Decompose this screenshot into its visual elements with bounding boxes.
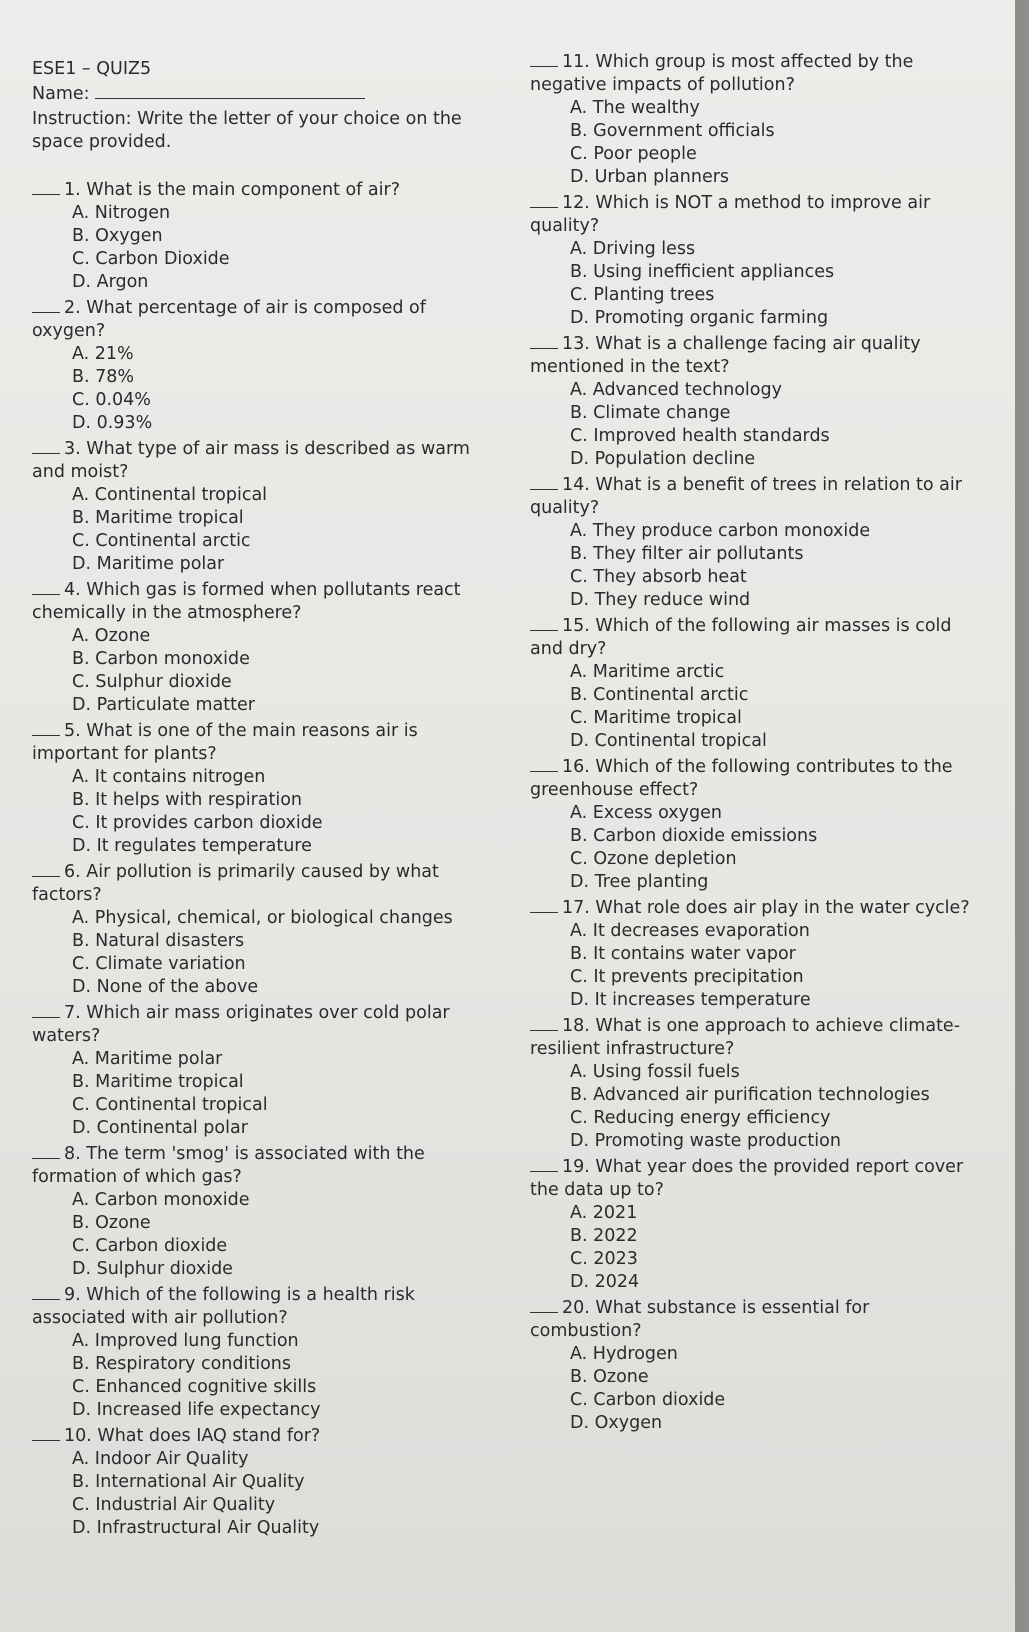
question-text: 3. What type of air mass is described as warm xyxy=(64,439,470,459)
question-13 xyxy=(530,333,1010,471)
question-18 xyxy=(530,1015,1010,1153)
answer-option: B. Carbon monoxide xyxy=(72,649,250,669)
question-stem xyxy=(530,615,1010,638)
answer-option: C. Continental arctic xyxy=(72,531,251,551)
answer-blank[interactable] xyxy=(530,616,558,631)
question-text-continued: quality? xyxy=(530,216,600,236)
question-stem xyxy=(530,474,1010,497)
answer-option: D. Continental tropical xyxy=(570,731,767,751)
question-6 xyxy=(32,861,502,999)
answer-blank[interactable] xyxy=(530,1157,558,1172)
question-stem xyxy=(530,192,1010,215)
answer-option: B. Carbon dioxide emissions xyxy=(570,826,818,846)
answer-option: B. Natural disasters xyxy=(72,931,245,951)
answer-option: A. It decreases evaporation xyxy=(570,921,810,941)
question-stem xyxy=(32,720,502,743)
question-text: 17. What role does air play in the water cycle? xyxy=(562,898,970,918)
answer-option: D. It regulates temperature xyxy=(72,836,312,856)
answer-option: A. Maritime polar xyxy=(72,1049,223,1069)
question-stem xyxy=(32,1143,502,1166)
question-text: 13. What is a challenge facing air quality xyxy=(562,334,921,354)
answer-blank[interactable] xyxy=(530,52,558,67)
answer-option: C. Carbon dioxide xyxy=(570,1390,726,1410)
page-edge xyxy=(1015,0,1029,1632)
questions-list-left xyxy=(32,179,502,1540)
answer-option: B. Ozone xyxy=(570,1367,649,1387)
answer-option: C. Ozone depletion xyxy=(570,849,737,869)
question-text-continued: waters? xyxy=(32,1026,101,1046)
quiz-title: ESE1 – QUIZ5 xyxy=(32,59,152,79)
question-text: 1. What is the main component of air? xyxy=(64,180,400,200)
answer-option: A. Physical, chemical, or biological changes xyxy=(72,908,453,928)
question-text: 14. What is a benefit of trees in relation to air xyxy=(562,475,962,495)
answer-option: D. Promoting waste production xyxy=(570,1131,841,1151)
question-text: 10. What does IAQ stand for? xyxy=(64,1426,321,1446)
question-text-continued: associated with air pollution? xyxy=(32,1308,288,1328)
answer-blank[interactable] xyxy=(530,475,558,490)
answer-option: D. Urban planners xyxy=(570,167,730,187)
answer-option: C. Carbon Dioxide xyxy=(72,249,230,269)
answer-option: D. Oxygen xyxy=(570,1413,663,1433)
question-3 xyxy=(32,438,502,576)
answer-blank[interactable] xyxy=(530,757,558,772)
answer-blank[interactable] xyxy=(530,1298,558,1313)
answer-option: B. Continental arctic xyxy=(570,685,749,705)
answer-option: D. They reduce wind xyxy=(570,590,751,610)
question-text: 9. Which of the following is a health risk xyxy=(64,1285,415,1305)
answer-blank[interactable] xyxy=(530,334,558,349)
answer-blank[interactable] xyxy=(32,180,60,195)
answer-option: C. Enhanced cognitive skills xyxy=(72,1377,317,1397)
question-15 xyxy=(530,615,1010,753)
question-text: 8. The term 'smog' is associated with the xyxy=(64,1144,425,1164)
question-text-continued: and moist? xyxy=(32,462,129,482)
answer-option: D. Increased life expectancy xyxy=(72,1400,321,1420)
answer-option: D. Sulphur dioxide xyxy=(72,1259,233,1279)
question-text-continued: and dry? xyxy=(530,639,607,659)
question-2 xyxy=(32,297,502,435)
question-stem xyxy=(530,1015,1010,1038)
answer-option: C. Reducing energy efficiency xyxy=(570,1108,831,1128)
answer-option: B. It contains water vapor xyxy=(570,944,796,964)
answer-blank[interactable] xyxy=(530,1016,558,1031)
question-text: 6. Air pollution is primarily caused by what xyxy=(64,862,439,882)
answer-option: A. It contains nitrogen xyxy=(72,767,266,787)
answer-option: D. Maritime polar xyxy=(72,554,225,574)
question-stem xyxy=(530,51,1010,74)
question-text-continued: greenhouse effect? xyxy=(530,780,699,800)
answer-option: B. Using inefficient appliances xyxy=(570,262,835,282)
answer-blank[interactable] xyxy=(32,1144,60,1159)
answer-option: C. They absorb heat xyxy=(570,567,747,587)
answer-option: D. Tree planting xyxy=(570,872,709,892)
answer-option: C. Climate variation xyxy=(72,954,246,974)
question-12 xyxy=(530,192,1010,330)
answer-option: A. Carbon monoxide xyxy=(72,1190,250,1210)
answer-option: C. Improved health standards xyxy=(570,426,830,446)
question-9 xyxy=(32,1284,502,1422)
answer-blank[interactable] xyxy=(32,580,60,595)
answer-option: A. Indoor Air Quality xyxy=(72,1449,249,1469)
answer-option: B. Oxygen xyxy=(72,226,163,246)
question-stem xyxy=(530,756,1010,779)
questions-list-right xyxy=(530,51,1010,1435)
answer-option: A. Nitrogen xyxy=(72,203,171,223)
question-stem xyxy=(32,179,502,202)
answer-option: C. 0.04% xyxy=(72,390,151,410)
question-16 xyxy=(530,756,1010,894)
answer-option: D. Population decline xyxy=(570,449,756,469)
answer-option: B. 78% xyxy=(72,367,135,387)
answer-option: B. It helps with respiration xyxy=(72,790,303,810)
answer-option: C. Continental tropical xyxy=(72,1095,268,1115)
answer-option: D. Argon xyxy=(72,272,149,292)
answer-option: A. Hydrogen xyxy=(570,1344,678,1364)
answer-blank[interactable] xyxy=(32,439,60,454)
question-stem xyxy=(32,1284,502,1307)
answer-option: A. The wealthy xyxy=(570,98,700,118)
question-10 xyxy=(32,1425,502,1540)
question-stem xyxy=(32,579,502,602)
right-column xyxy=(530,48,1010,1435)
answer-blank[interactable] xyxy=(32,298,60,313)
answer-option: B. Advanced air purification technologies xyxy=(570,1085,930,1105)
answer-option: C. Industrial Air Quality xyxy=(72,1495,276,1515)
question-text: 12. Which is NOT a method to improve air xyxy=(562,193,931,213)
answer-option: D. Infrastructural Air Quality xyxy=(72,1518,320,1538)
answer-blank[interactable] xyxy=(32,1285,60,1300)
answer-option: D. It increases temperature xyxy=(570,990,811,1010)
answer-option: C. Carbon dioxide xyxy=(72,1236,228,1256)
question-8 xyxy=(32,1143,502,1281)
question-5 xyxy=(32,720,502,858)
answer-option: C. It prevents precipitation xyxy=(570,967,804,987)
answer-option: A. Ozone xyxy=(72,626,151,646)
answer-option: A. Continental tropical xyxy=(72,485,268,505)
question-text: 7. Which air mass originates over cold polar xyxy=(64,1003,450,1023)
answer-option: B. Respiratory conditions xyxy=(72,1354,291,1374)
question-text-continued: factors? xyxy=(32,885,102,905)
question-text: 15. Which of the following air masses is cold xyxy=(562,616,952,636)
question-4 xyxy=(32,579,502,717)
question-text-continued: important for plants? xyxy=(32,744,217,764)
question-text-continued: negative impacts of pollution? xyxy=(530,75,795,95)
question-text: 5. What is one of the main reasons air is xyxy=(64,721,418,741)
name-blank[interactable] xyxy=(95,84,365,99)
question-20 xyxy=(530,1297,1010,1435)
answer-option: C. 2023 xyxy=(570,1249,638,1269)
question-stem xyxy=(32,297,502,320)
answer-option: A. 2021 xyxy=(570,1203,638,1223)
answer-option: A. Using fossil fuels xyxy=(570,1062,740,1082)
answer-option: A. Maritime arctic xyxy=(570,662,725,682)
answer-blank[interactable] xyxy=(530,898,558,913)
question-text-continued: oxygen? xyxy=(32,321,106,341)
answer-option: C. Sulphur dioxide xyxy=(72,672,232,692)
answer-option: C. Poor people xyxy=(570,144,697,164)
answer-option: A. They produce carbon monoxide xyxy=(570,521,871,541)
answer-option: B. They filter air pollutants xyxy=(570,544,804,564)
answer-option: D. 0.93% xyxy=(72,413,153,433)
answer-option: A. Driving less xyxy=(570,239,696,259)
answer-option: B. International Air Quality xyxy=(72,1472,305,1492)
answer-option: A. Improved lung function xyxy=(72,1331,299,1351)
name-label: Name: xyxy=(32,84,90,104)
instruction-line-1: Instruction: Write the letter of your choice on the xyxy=(32,109,462,129)
question-text: 4. Which gas is formed when pollutants react xyxy=(64,580,461,600)
answer-option: D. Particulate matter xyxy=(72,695,255,715)
answer-option: D. Promoting organic farming xyxy=(570,308,829,328)
left-column xyxy=(32,58,502,1540)
answer-option: D. 2024 xyxy=(570,1272,640,1292)
question-stem xyxy=(32,1425,502,1448)
name-field[interactable] xyxy=(32,83,502,106)
question-1 xyxy=(32,179,502,294)
answer-blank[interactable] xyxy=(32,1426,60,1441)
question-stem xyxy=(530,1297,1010,1320)
question-stem xyxy=(530,333,1010,356)
answer-option: B. Ozone xyxy=(72,1213,151,1233)
question-text-continued: quality? xyxy=(530,498,600,518)
question-14 xyxy=(530,474,1010,612)
question-7 xyxy=(32,1002,502,1140)
question-stem xyxy=(530,1156,1010,1179)
question-text: 16. Which of the following contributes to the xyxy=(562,757,953,777)
answer-option: D. None of the above xyxy=(72,977,259,997)
question-text-continued: combustion? xyxy=(530,1321,642,1341)
question-stem xyxy=(530,897,1010,920)
question-text: 2. What percentage of air is composed of xyxy=(64,298,426,318)
instruction-line-2: space provided. xyxy=(32,132,172,152)
question-stem xyxy=(32,861,502,884)
answer-option: B. 2022 xyxy=(570,1226,638,1246)
answer-option: D. Continental polar xyxy=(72,1118,248,1138)
answer-option: A. Advanced technology xyxy=(570,380,782,400)
answer-option: A. Excess oxygen xyxy=(570,803,722,823)
question-text-continued: mentioned in the text? xyxy=(530,357,730,377)
answer-blank[interactable] xyxy=(530,193,558,208)
question-11 xyxy=(530,51,1010,189)
answer-option: A. 21% xyxy=(72,344,134,364)
question-text: 20. What substance is essential for xyxy=(562,1298,870,1318)
question-text: 18. What is one approach to achieve climate- xyxy=(562,1016,961,1036)
question-text-continued: the data up to? xyxy=(530,1180,664,1200)
answer-option: C. It provides carbon dioxide xyxy=(72,813,323,833)
question-19 xyxy=(530,1156,1010,1294)
question-text-continued: chemically in the atmosphere? xyxy=(32,603,302,623)
answer-blank[interactable] xyxy=(32,862,60,877)
question-text-continued: resilient infrastructure? xyxy=(530,1039,735,1059)
answer-blank[interactable] xyxy=(32,1003,60,1018)
answer-option: C. Planting trees xyxy=(570,285,715,305)
answer-option: B. Maritime tropical xyxy=(72,508,244,528)
question-17 xyxy=(530,897,1010,1012)
question-text: 11. Which group is most affected by the xyxy=(562,52,914,72)
answer-option: B. Maritime tropical xyxy=(72,1072,244,1092)
question-text-continued: formation of which gas? xyxy=(32,1167,242,1187)
answer-option: C. Maritime tropical xyxy=(570,708,742,728)
question-stem xyxy=(32,1002,502,1025)
answer-option: B. Government officials xyxy=(570,121,775,141)
answer-blank[interactable] xyxy=(32,721,60,736)
question-stem xyxy=(32,438,502,461)
answer-option: B. Climate change xyxy=(570,403,731,423)
question-text: 19. What year does the provided report cover xyxy=(562,1157,964,1177)
